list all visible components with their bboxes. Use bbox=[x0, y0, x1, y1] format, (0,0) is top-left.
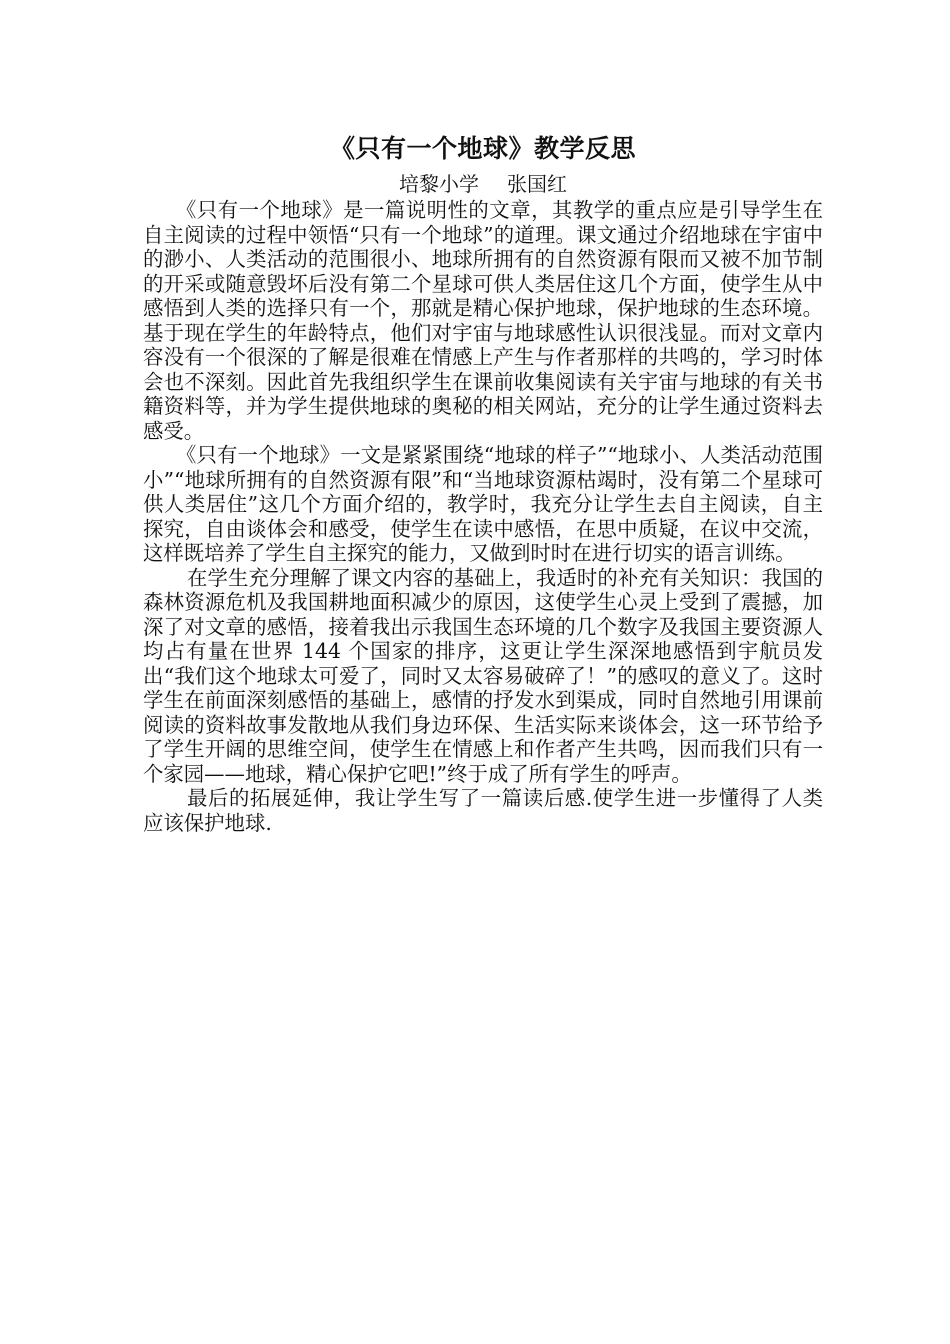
document-title: 《只有一个地球》教学反思 bbox=[329, 134, 636, 163]
paragraph-2: 《只有一个地球》一文是紧紧围绕“地球的样子”“地球小、人类活动范围小”“地球所拥有的自然资源有限”和“当地球资源枯竭时，没有第二个星球可供人类居住”这几个方面介绍的，教学时，我充分让学生去自主阅读，自主探究，自由谈体会和感受，使学生在读中感悟，在思中质疑，在议中交流，这样既培养了学生自主探究的能力，又做到时时在进行切实的语言训练。 bbox=[143, 443, 823, 565]
paragraph-4: 最后的拓展延伸，我让学生写了一篇读后感.使学生进一步懂得了人类应该保护地球. bbox=[143, 786, 823, 835]
author-name: 张国红 bbox=[507, 172, 567, 196]
byline bbox=[143, 170, 823, 198]
school-name: 培黎小学 bbox=[399, 172, 479, 196]
paragraph-1: 《只有一个地球》是一篇说明性的文章，其教学的重点应是引导学生在自主阅读的过程中领悟“只有一个地球”的道理。课文通过介绍地球在宇宙中的渺小、人类活动的范围很小、地球所拥有的自然资源有限而又被不加节制的开采或随意毁坏后没有第二个星球可供人类居住这几个方面，使学生从中感悟到人类的选择只有一个，那就是精心保护地球，保护地球的生态环境。基于现在学生的年龄特点，他们对宇宙与地球感性认识很浅显。而对文章内容没有一个很深的了解是很难在情感上产生与作者那样的共鸣的，学习时体会也不深刻。因此首先我组织学生在课前收集阅读有关宇宙与地球的有关书籍资料等，并为学生提供地球的奥秘的相关网站，充分的让学生通过资料去感受。 bbox=[143, 198, 823, 443]
paragraph-3: 在学生充分理解了课文内容的基础上，我适时的补充有关知识：我国的森林资源危机及我国耕地面积减少的原因，这使学生心灵上受到了震撼，加深了对文章的感悟，接着我出示我国生态环境的几个数字及我国主要资源人均占有量在世界 144 个国家的排序，这更让学生深深地感悟到宇航员发出“我们这个地球太可爱了，同时又太容易破碎了！”的感叹的意义了。这时学生在前面深刻感悟的基础上，感情的抒发水到渠成，同时自然地引用课前阅读的资料故事发散地从我们身边环保、生活实际来谈体会，这一环节给予了学生开阔的思维空间，使学生在情感上和作者产生共鸣，因而我们只有一个家园——地球，精心保护它吧!”终于成了所有学生的呼声。 bbox=[143, 565, 823, 786]
document-page bbox=[143, 132, 823, 835]
